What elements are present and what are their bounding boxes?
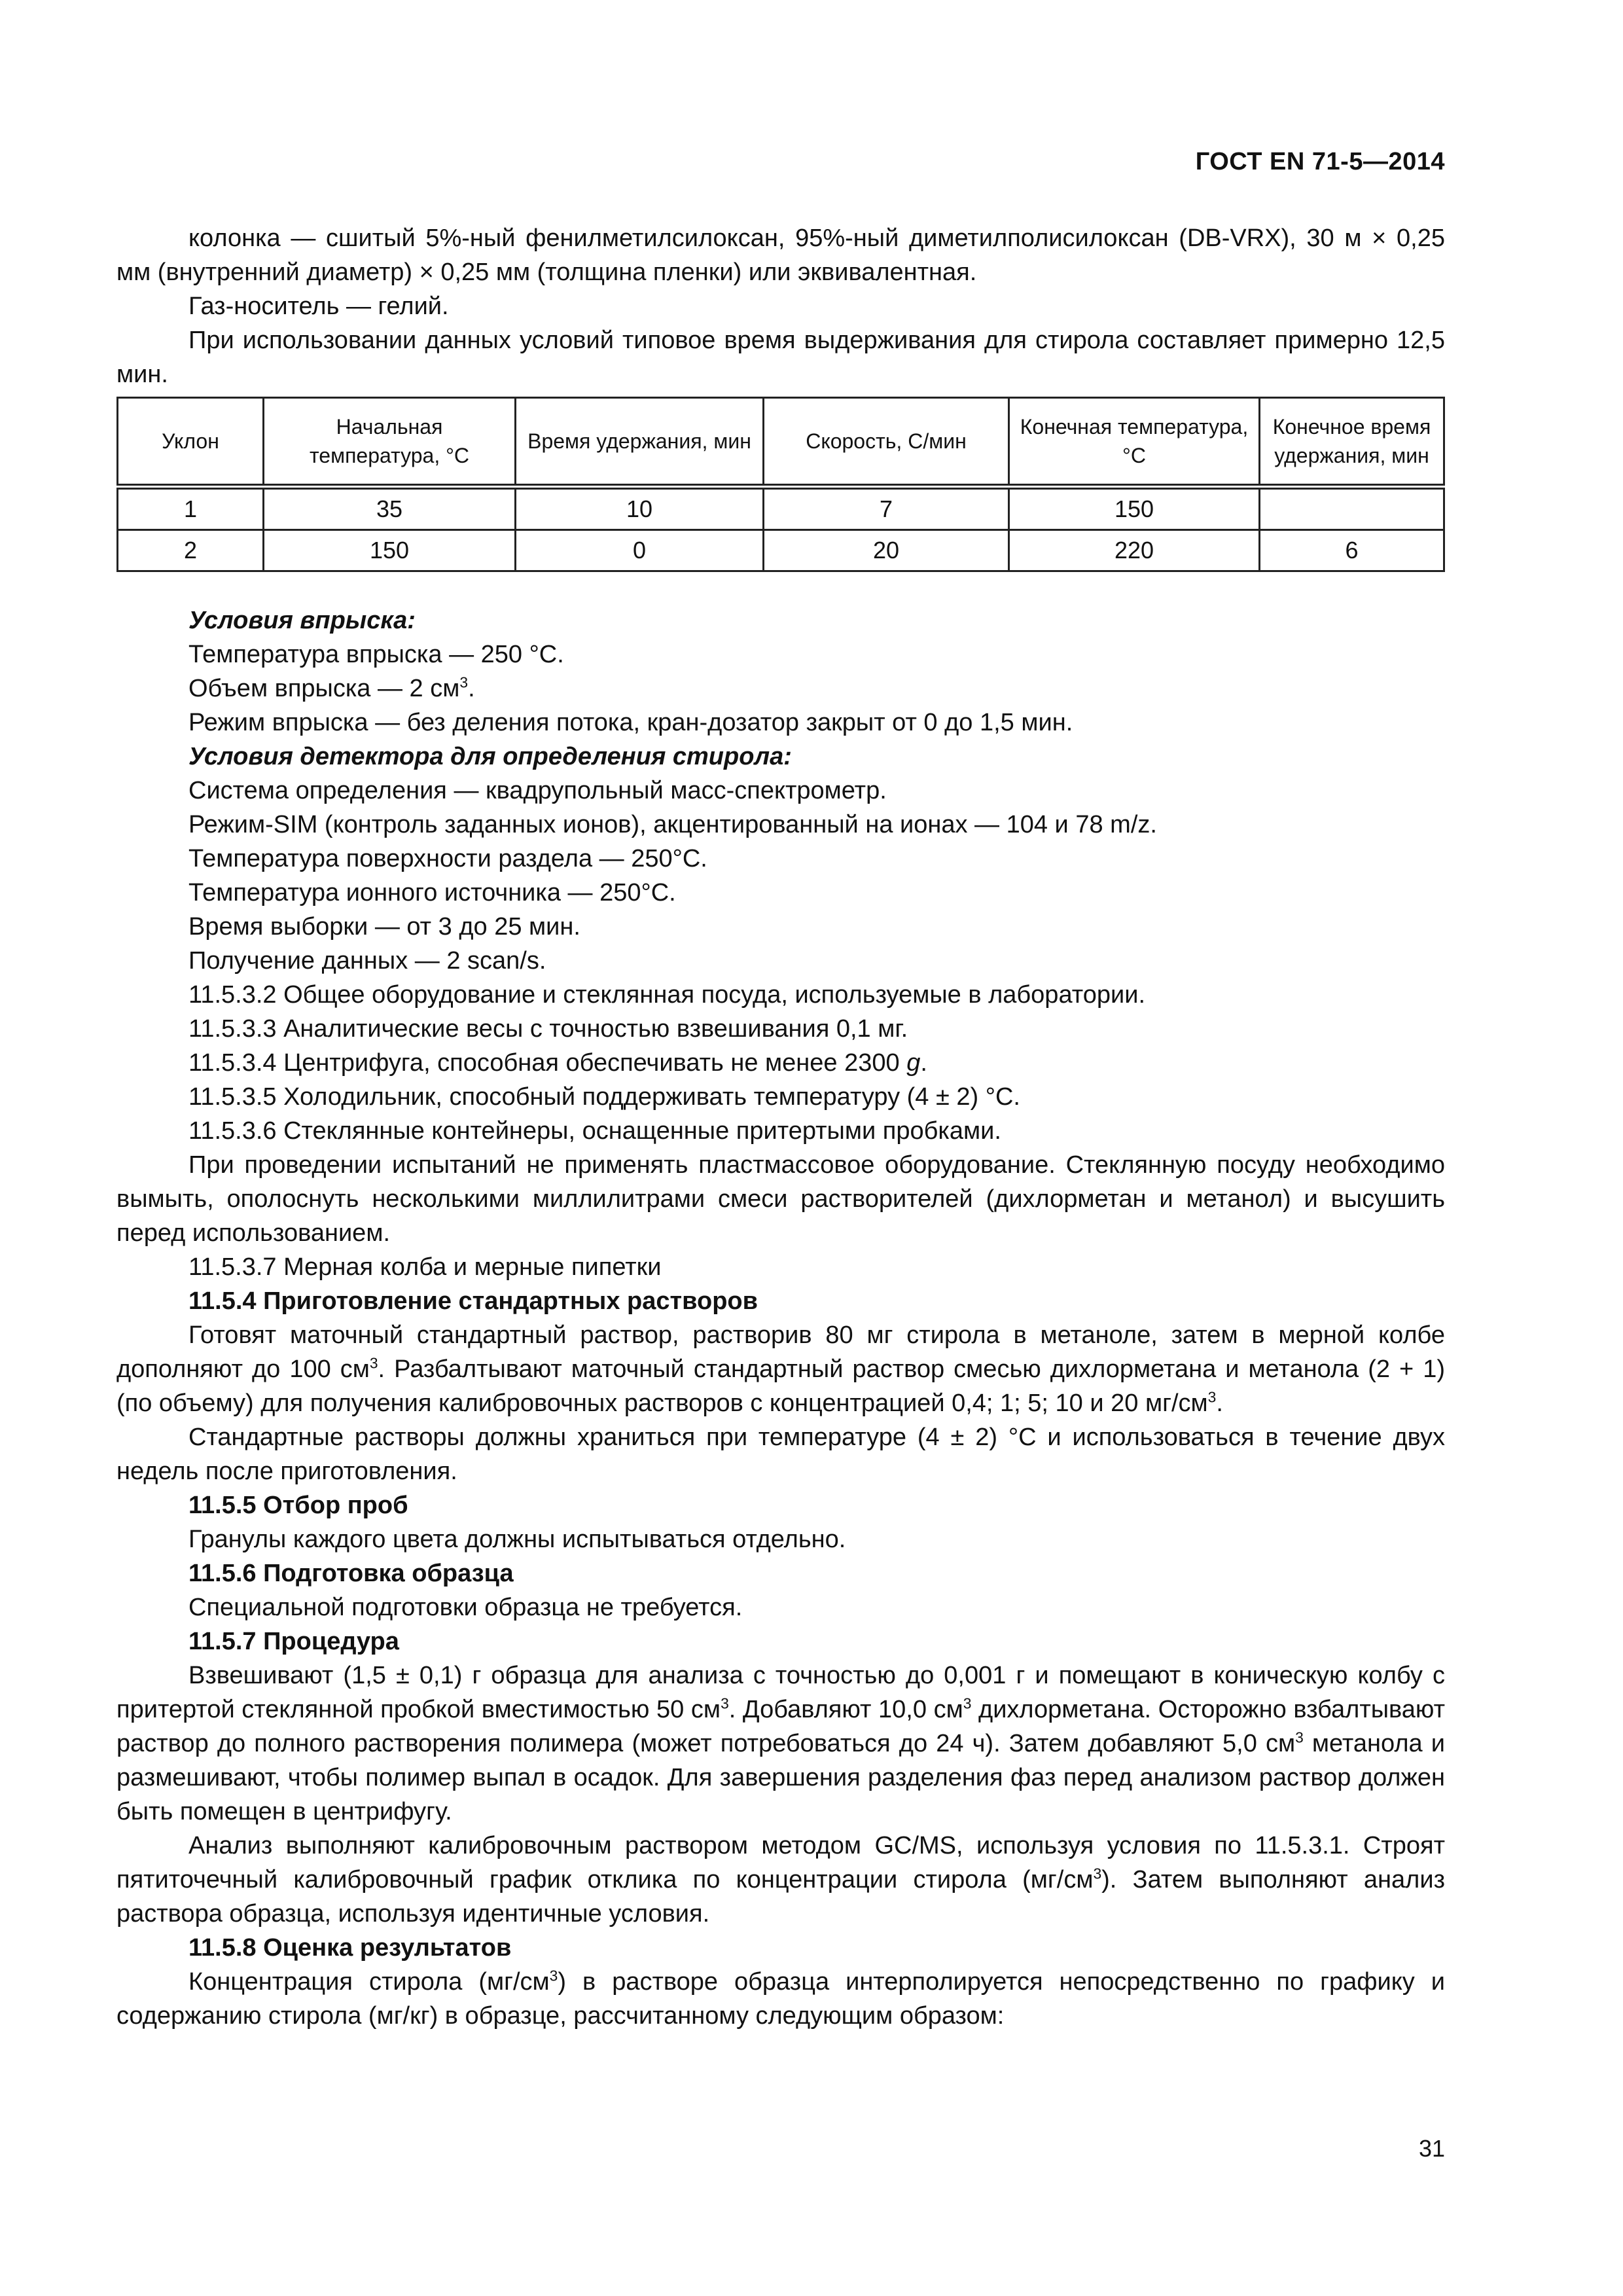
table-row <box>118 530 1444 571</box>
section-1154-paragraph: Готовят маточный стандартный раствор, растворив 80 мг стирола в метаноле, затем в мерной колбе дополняют до 100 $см^3$. Разбалтывают маточный стандартный раствор смесью дихлорметана и метанола (2 + 1) (по объему) для получения калибровочных растворов с концентрацией 0,4; 1; 5; 10 и 20 $мг/см^3$. <box>116 1321 1445 1417</box>
table-cell: 10 <box>516 487 764 530</box>
injection-temperature: Температура впрыска — 250 °С. <box>188 641 564 668</box>
column-description: колонка — сшитый 5%-ный фенилметилсилоксан, 95%-ный диметилполисилоксан (DB-VRX), 30 м × 0,25 мм (внутренний диаметр) × 0,25 мм (толщина пленки) или эквивалентная. <box>116 224 1445 286</box>
equipment-item: 11.5.3.3 Аналитические весы с точностью взвешивания 0,1 мг. <box>188 1015 908 1043</box>
temperature-program-table <box>116 397 1445 572</box>
injection-volume: Объем впрыска — 2 $см^3$. <box>188 673 475 702</box>
section-1157-heading: 11.5.7 Процедура <box>188 1628 399 1655</box>
section-1157-paragraph: Взвешивают (1,5 ± 0,1) г образца для анализа с точностью до 0,001 г и помещают в коническую колбу с притертой стеклянной пробкой вместимостью 50 $см^3$. Добавляют 10,0 $см^3$ дихлорметана. Осторожно взбалтывают раствор до полного растворения полимера (может потребоваться до 24 ч). Затем добавляют 5,0 $см^3$ метанола и размешивают, чтобы полимер выпал в осадок. Для завершения разделения фаз перед анализом раствор должен быть помещен в центрифугу. <box>116 1662 1446 1825</box>
section-1154-heading: 11.5.4 Приготовление стандартных растворов <box>188 1287 758 1315</box>
section-1158-heading: 11.5.8 Оценка результатов <box>188 1934 512 1962</box>
table-cell: 150 <box>264 530 516 571</box>
section-1158-paragraph: Концентрация стирола $(мг/см^3)$ в растворе образца интерполируется непосредственно по графику и содержанию стирола (мг/кг) в образце, рассчитанному следующим образом: <box>116 1967 1445 2030</box>
table-cell: 7 <box>764 487 1009 530</box>
table-cell: 150 <box>1009 487 1260 530</box>
carrier-gas: Газ-носитель — гелий. <box>188 293 449 320</box>
column-header: Уклон <box>118 398 264 487</box>
standard-header: ГОСТ EN 71-5—2014 <box>1195 148 1445 175</box>
retention-time-note: При использовании данных условий типовое время выдерживания для стирола составляет примерно 12,5 мин. <box>116 327 1445 388</box>
table-cell: 1 <box>118 487 264 530</box>
detector-line: Время выборки — от 3 до 25 мин. <box>188 913 580 941</box>
section-1157-paragraph: Анализ выполняют калибровочным раствором методом GC/MS, используя условия по 11.5.3.1. Строят пятиточечный калибровочный график отклика по концентрации стирола $(мг/см^3)$. Затем выполняют анализ раствора образца, используя идентичные условия. <box>116 1832 1445 1928</box>
column-header: Скорость, С/мин <box>764 398 1009 487</box>
detector-conditions-heading: Условия детектора для определения стирола: <box>188 743 792 770</box>
table-cell: 2 <box>118 530 264 571</box>
table-cell: 0 <box>516 530 764 571</box>
page-content <box>116 221 1445 2033</box>
table-cell <box>1260 487 1444 530</box>
equipment-item: 11.5.3.2 Общее оборудование и стеклянная посуда, используемые в лаборатории. <box>188 981 1145 1009</box>
equipment-item: 11.5.3.7 Мерная колба и мерные пипетки <box>188 1253 662 1281</box>
equipment-item: 11.5.3.5 Холодильник, способный поддерживать температуру (4 ± 2) °С. <box>188 1083 1020 1111</box>
column-header: Начальная температура, °С <box>264 398 516 487</box>
table-cell: 220 <box>1009 530 1260 571</box>
equipment-paragraph: При проведении испытаний не применять пластмассовое оборудование. Стеклянную посуду необходимо вымыть, ополоснуть несколькими миллилитрами смеси растворителей (дихлорметан и метанол) и высушить перед использованием. <box>116 1151 1445 1247</box>
detector-line: Температура ионного источника — 250°С. <box>188 879 676 906</box>
detector-line: Температура поверхности раздела — 250°С. <box>188 845 707 872</box>
detector-line: Система определения — квадрупольный масс-спектрометр. <box>188 777 887 804</box>
page-number: 31 <box>1418 2135 1445 2162</box>
injection-conditions-heading: Условия впрыска: <box>188 607 416 634</box>
column-header: Конечная температура, °С <box>1009 398 1260 487</box>
section-1155-text: Гранулы каждого цвета должны испытываться отдельно. <box>188 1526 846 1553</box>
equipment-item: 11.5.3.6 Стеклянные контейнеры, оснащенные притертыми пробками. <box>188 1117 1001 1145</box>
injection-mode: Режим впрыска — без деления потока, кран-дозатор закрыт от 0 до 1,5 мин. <box>188 709 1073 736</box>
table-header-row <box>118 398 1444 487</box>
table-cell: 20 <box>764 530 1009 571</box>
table-row <box>118 487 1444 530</box>
column-header: Конечное время удержания, мин <box>1260 398 1444 487</box>
table-cell: 35 <box>264 487 516 530</box>
section-1154-paragraph: Стандартные растворы должны храниться при температуре (4 ± 2) °С и использоваться в течение двух недель после приготовления. <box>116 1424 1445 1485</box>
section-1156-heading: 11.5.6 Подготовка образца <box>188 1560 514 1587</box>
equipment-item: 11.5.3.4 Центрифуга, способная обеспечивать не менее 2300 g. <box>188 1049 927 1077</box>
column-header: Время удержания, мин <box>516 398 764 487</box>
section-1156-text: Специальной подготовки образца не требуется. <box>188 1594 743 1621</box>
detector-line: Режим-SIM (контроль заданных ионов), акцентированный на ионах — 104 и 78 m/z. <box>188 811 1157 838</box>
table-cell: 6 <box>1260 530 1444 571</box>
detector-line: Получение данных — 2 scan/s. <box>188 947 546 975</box>
section-1155-heading: 11.5.5 Отбор проб <box>188 1492 408 1519</box>
